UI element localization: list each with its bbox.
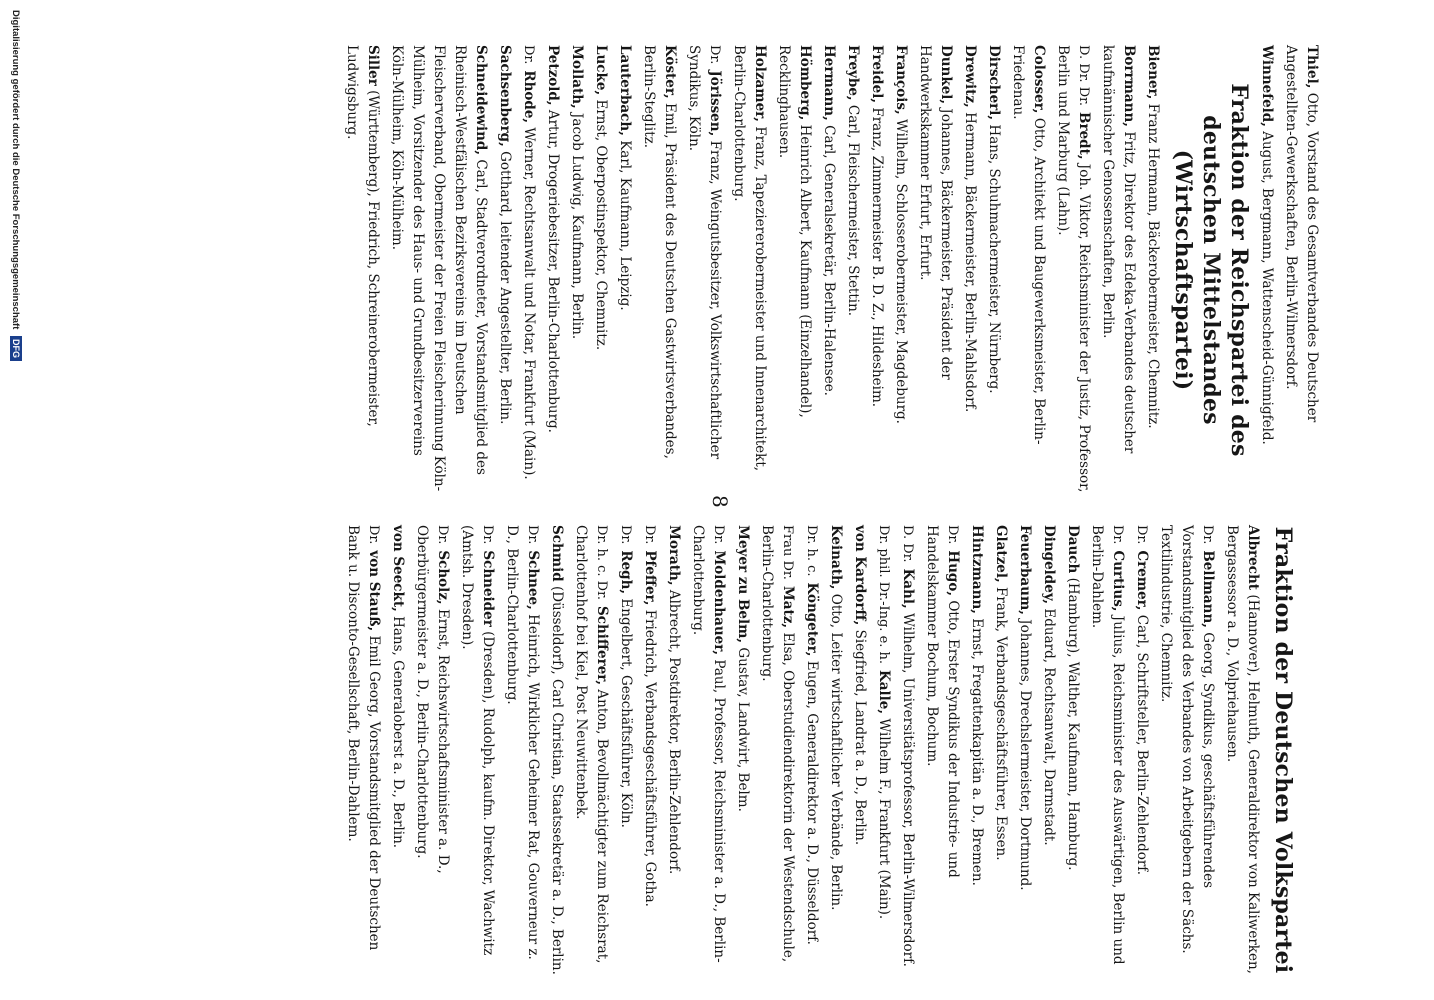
list-item <box>386 45 491 495</box>
dfg-logo: DFG <box>10 336 22 361</box>
entry-details: Engelbert, Geschäftsführer, Köln. <box>618 598 634 828</box>
entry-title: Dr. <box>435 525 450 545</box>
list-item <box>897 525 918 975</box>
entry-details: Franz, Tapeziererobermeister und Innenarchitekt, Berlin-Charlottenburg. <box>731 45 768 472</box>
list-item <box>518 45 539 495</box>
entry-details: Carl, Generalsekretär, Berlin-Halensee. <box>821 125 837 396</box>
entry-name: Hermann, <box>821 45 837 121</box>
entry-name: Hintzmann, <box>969 525 985 614</box>
entry-details: Hans, Generaloberst a. D., Berlin. <box>390 616 406 849</box>
entry-name: Sachsenberg, <box>497 45 513 147</box>
list-item <box>411 525 453 975</box>
entry-name: François, <box>893 45 909 115</box>
entry-details: Albrecht, Postdirektor, Berlin-Zehlendorf. <box>666 589 682 875</box>
entry-name: Drewitz, <box>962 45 978 108</box>
list-item <box>825 525 846 975</box>
entry-name: Bellmann, <box>1200 550 1216 628</box>
list-item <box>683 45 725 495</box>
right-column-heading: Fraktion der Reichspartei des deutschen Mittelstandes (Wirtschaftspartei) <box>1170 83 1252 457</box>
entry-name: Regh, <box>618 550 634 595</box>
entry-name: Mollath, <box>569 45 585 109</box>
entry-name: Dauch <box>1065 525 1081 574</box>
entry-name: Petzold, <box>545 45 561 106</box>
entry-details: Eugen, Generaldirektor a. D., Düsseldorf. <box>804 660 820 945</box>
entry-details: August, Bergmann, Wattenscheid-Günnigfeld. <box>1259 131 1275 445</box>
entry-name: Winnefeld, <box>1259 45 1275 127</box>
list-item <box>546 525 567 975</box>
list-item <box>1007 45 1049 495</box>
entry-name: Meyer zu Belm, <box>735 525 751 644</box>
entry-name: Schmid <box>549 525 565 582</box>
entry-details: Fritz, Direktor des Edeka-Verbandes deutscher kaufmännischer Genossenschaften, Berlin. <box>1100 45 1137 454</box>
list-item <box>1280 45 1322 495</box>
entry-details: Emil Georg, Vorstandsmitglied der Deutschen Bank u. Disconto-Gesellschaft, Berlin-Dahlem. <box>345 525 382 951</box>
entry-details: Anton, Bevollmächtigter zum Reichsrat, Charlottenhof bei Kiel, Post Neuwittenbek. <box>573 525 610 964</box>
entry-details: (Württemberg), Friedrich, Schreinerobermeister, Ludwigsburg. <box>344 45 381 427</box>
list-item <box>342 525 384 975</box>
entry-title: Dr. <box>707 45 722 65</box>
entry-title: Frau Dr. <box>780 525 795 580</box>
entry-details: Ernst, Oberpostinspektor, Chemnitz. <box>593 99 609 351</box>
entry-title: Dr. <box>618 525 633 545</box>
entry-name: Schnee, <box>525 550 541 610</box>
entry-name: Curtius, <box>1110 550 1126 612</box>
entry-name: Scholz, <box>435 550 451 605</box>
entry-details: Johannes, Bäckermeister, Präsident der Handwerkskammer Erfurt, Erfurt. <box>917 45 954 380</box>
entry-details: Hans, Schuhmachermeister, Nürnberg. <box>986 124 1002 394</box>
list-item <box>873 525 894 975</box>
entry-title: D. Dr. <box>900 525 915 563</box>
right-column <box>338 45 1322 495</box>
entry-name: Pfeffer, <box>642 550 658 606</box>
entry-details: Franz, Weingutsbesitzer, Volkswirtschaftlicher Syndikus, Köln. <box>686 45 723 460</box>
entry-title: Dr. <box>521 45 536 65</box>
entry-name: Biener, <box>1145 45 1161 100</box>
list-item <box>801 525 822 975</box>
entry-name: Moldenhauer, <box>711 550 727 656</box>
entry-details: Johannes, Drechslermeister, Dortmund. <box>1017 619 1033 891</box>
list-item <box>1131 525 1152 975</box>
list-item <box>921 525 963 975</box>
entry-name: Freidel, <box>869 45 885 104</box>
entry-details: Wilhelm, Universitätsprofessor, Berlin-Wilmersdorf. <box>900 613 916 967</box>
list-item <box>756 525 798 975</box>
entry-name: Glatzel, <box>993 525 1009 583</box>
entry-title: Dr. h. c. <box>804 525 819 577</box>
entry-name: Thiel, <box>1304 45 1320 89</box>
entry-details: Heinrich, Wirklicher Geheimer Rat, Gouverneur z. D., Berlin-Charlottenburg. <box>504 525 541 960</box>
entry-name: Köster, <box>662 45 678 99</box>
list-item <box>566 45 587 495</box>
list-item <box>1142 45 1163 495</box>
entry-details: Paul, Professor, Reichsminister a. D., Berlin-Charlottenburg. <box>690 525 727 963</box>
entry-name: Freybe, <box>845 45 861 101</box>
entry-name: Köngeter, <box>804 582 820 657</box>
entry-details: Emil, Präsident des Deutschen Gastwirtsverbandes, Berlin-Steglitz. <box>641 45 678 459</box>
entry-details: Ernst, Reichswirtschaftsminister a. D., Oberbürgermeister a. D., Berlin-Charlottenburg. <box>414 525 451 874</box>
entry-details: Artur, Drogeriebesitzer, Berlin-Charlottenburg. <box>545 109 561 433</box>
list-item <box>1221 525 1263 975</box>
entry-details: Gotthard, leitender Angestellter, Berlin. <box>497 151 513 425</box>
list-item <box>615 525 636 975</box>
list-item <box>732 525 753 975</box>
entry-title: Dr. <box>1200 525 1215 545</box>
list-item <box>1086 525 1128 975</box>
list-item <box>983 45 1004 495</box>
list-item <box>818 45 839 495</box>
entry-title: Dr. <box>525 525 540 545</box>
entry-name: Schneidewind, <box>473 45 489 156</box>
list-item <box>966 525 987 975</box>
right-entry-list <box>341 45 1163 495</box>
list-item <box>773 45 815 495</box>
entry-name: Hömberg, <box>797 45 813 121</box>
entry-name: Feuerbaum, <box>1017 525 1033 615</box>
entry-name: von Kardorff, <box>852 525 868 626</box>
entry-details: Wilhelm F., Frankfurt (Main). <box>876 718 892 920</box>
list-item <box>914 45 956 495</box>
entry-details: Carl, Fleischermeister, Stettin. <box>845 104 861 317</box>
entry-name: Bredt, <box>1076 112 1092 160</box>
entry-title: Dr. <box>480 525 495 545</box>
entry-name: Dingeldey, <box>1041 525 1057 605</box>
entry-details: Heinrich Albert, Kaufmann (Einzelhandel), Recklinghausen. <box>776 45 813 418</box>
entry-name: Kalle, <box>876 670 892 715</box>
list-item <box>849 525 870 975</box>
entry-details: Otto, Architekt und Baugewerksmeister, Berlin-Friedenau. <box>1010 45 1047 445</box>
entry-name: Siller <box>365 45 381 86</box>
entry-details: (Hamburg), Walther, Kaufmann, Hamburg. <box>1065 577 1081 871</box>
left-column <box>339 525 1297 975</box>
entry-name: Rhode, <box>521 70 537 124</box>
entry-name: Morath, <box>666 525 682 586</box>
left-column-heading: Fraktion der Deutschen Volkspartei <box>1270 526 1296 974</box>
entry-title: Dr. <box>366 525 381 545</box>
digitization-credit <box>10 10 22 361</box>
list-item <box>663 525 684 975</box>
entry-details: Frank, Verbandsgeschäftsführer, Essen. <box>993 587 1009 861</box>
entry-name: von Seeckt, <box>390 525 406 612</box>
entry-details: Georg, Syndikus, geschäftsführendes Vorstandsmitglied des Verbandes von Arbeitgebern der Sächs. Textilindustrie, Chemnitz. <box>1158 525 1216 954</box>
list-item <box>687 525 729 975</box>
list-item <box>1256 45 1277 495</box>
entry-details: Jacob Ludwig, Kaufmann, Berlin. <box>569 113 585 340</box>
list-item <box>1097 45 1139 495</box>
entry-name: Dunkel, <box>938 45 954 105</box>
entry-details: Otto, Leiter wirtschaftlicher Verbände, Berlin. <box>828 593 844 911</box>
entry-details: Julius, Reichsminister des Auswärtigen, Berlin und Berlin-Dahlem. <box>1089 525 1126 965</box>
list-item <box>1052 45 1094 495</box>
list-item <box>639 525 660 975</box>
entry-name: Holzamer, <box>752 45 768 123</box>
entry-title: Dr. h. c. Dr. <box>594 525 609 600</box>
list-item <box>1014 525 1035 975</box>
entry-name: Dirscherl, <box>986 45 1002 121</box>
list-item <box>590 45 611 495</box>
entry-name: Lucke, <box>593 45 609 96</box>
entry-name: Schifferer, <box>594 606 610 686</box>
entry-name: Keinath, <box>828 525 844 590</box>
left-entry-list <box>342 525 1263 975</box>
list-item <box>890 45 911 495</box>
entry-title: Dr. <box>1134 525 1149 545</box>
entry-name: Lauterbach, <box>617 45 633 136</box>
list-item <box>1062 525 1083 975</box>
entry-details: Carl, Schriftsteller, Berlin-Zehlendorf. <box>1134 614 1150 876</box>
list-item <box>866 45 887 495</box>
entry-details: (Hannover), Helmuth, Generaldirektor von Kaliwerken, Bergassessor a. D., Volpriehausen. <box>1224 525 1261 974</box>
entry-name: Albrecht <box>1245 525 1261 591</box>
list-item <box>1038 525 1059 975</box>
list-item <box>494 45 515 495</box>
entry-details: Franz, Zimmermeister B. D. Z., Hildesheim. <box>869 107 885 408</box>
entry-details: Eduard, Rechtsanwalt, Darmstadt. <box>1041 608 1057 846</box>
entry-details: Hermann, Bäckermeister, Berlin-Mahlsdorf. <box>962 112 978 413</box>
list-item <box>456 525 498 975</box>
list-item <box>341 45 383 495</box>
entry-name: Cremer, <box>1134 550 1150 611</box>
entry-name: Jörissen, <box>707 70 723 137</box>
credit-text: Digitalisierung gefördert durch die Deutsche Forschungsgemeinschaft <box>10 10 21 330</box>
entry-title: Dr. <box>711 525 726 545</box>
entry-name: Matz, <box>780 585 796 629</box>
entry-name: Kahl, <box>900 568 916 609</box>
list-item <box>990 525 1011 975</box>
entry-name: Schneider <box>480 550 496 627</box>
list-item <box>728 45 770 495</box>
entry-details: Friedrich, Verbandsgeschäftsführer, Gotha. <box>642 609 658 907</box>
entry-details: Gustav, Landwirt, Belm. <box>735 647 751 812</box>
list-item <box>842 45 863 495</box>
entry-name: von Stauß, <box>366 550 382 632</box>
entry-details: (Dresden), Rudolph, kaufm. Direktor, Wachwitz (Amtsh. Dresden). <box>459 525 496 956</box>
entry-details: Carl, Stadtverordneter, Vorstandsmitglied des Rheinisch-Westfälischen Bezirksvereins im Deutschen Fleischerverband, Obermeister der Freien Fleischerinnung Köln-Mülheim, Vorsitzender des Haus- und Grundbesitzervereins Köln-Mülheim, Köln-Mülheim. <box>389 45 489 492</box>
entry-title: Dr. <box>945 525 960 545</box>
entry-details: Otto, Erster Syndikus der Industrie- und Handelskammer Bochum, Bochum. <box>924 525 961 878</box>
list-item <box>614 45 635 495</box>
entry-name: Borrmann, <box>1121 45 1137 128</box>
entry-details: Franz Hermann, Bäckerobermeister, Chemnitz. <box>1145 103 1161 429</box>
entry-name: Hugo, <box>945 550 961 597</box>
right-lead-list <box>1256 45 1322 495</box>
entry-details: Otto, Vorstand des Gesamtverbandes Deutscher Angestellten-Gewerkschaften, Berlin-Wilmersdorf. <box>1283 45 1320 423</box>
page-number: 8 <box>708 495 732 508</box>
entry-details: Elsa, Oberstudiendirektorin der Westendschule, Berlin-Charlottenburg. <box>759 525 796 963</box>
entry-details: Joh. Viktor, Reichsminister der Justiz, Professor, Berlin und Marburg (Lahn). <box>1055 45 1092 493</box>
entry-title: Dr. <box>642 525 657 545</box>
list-item <box>501 525 543 975</box>
list-item <box>387 525 408 975</box>
entry-details: (Düsseldorf), Carl Christian, Staatssekretär a. D., Berlin. <box>549 585 565 975</box>
entry-details: Ernst, Fregattenkapitän a. D., Bremen. <box>969 618 985 886</box>
list-item <box>638 45 680 495</box>
entry-title: Dr. <box>1110 525 1125 545</box>
list-item <box>1155 525 1218 975</box>
list-item <box>542 45 563 495</box>
entry-name: Colosser, <box>1031 45 1047 114</box>
entry-details: Werner, Rechtsanwalt und Notar, Frankfurt (Main). <box>521 127 537 480</box>
list-item <box>959 45 980 495</box>
entry-title: Dr. phil. Dr.-Ing. e. h. <box>876 525 891 665</box>
entry-details: Karl, Kaufmann, Leipzig. <box>617 140 633 311</box>
entry-details: Wilhelm, Schlosserobermeister, Magdeburg. <box>893 118 909 424</box>
entry-title: D. Dr. Dr. <box>1076 45 1091 107</box>
list-item <box>570 525 612 975</box>
entry-details: Siegfried, Landrat a. D., Berlin. <box>852 629 868 846</box>
